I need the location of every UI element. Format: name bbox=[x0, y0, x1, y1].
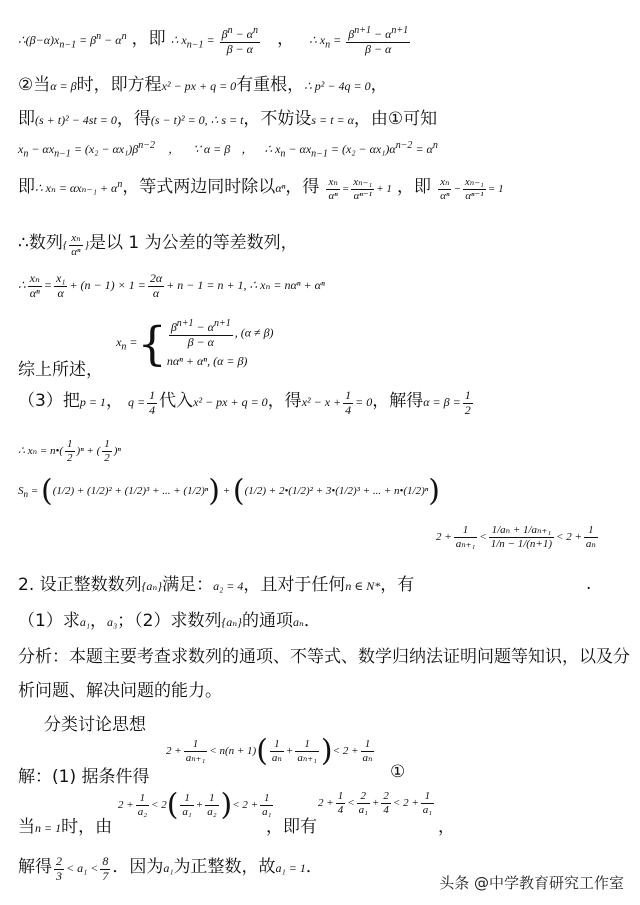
line-12-formula bbox=[436, 524, 600, 550]
math-expr: n ∈ N* bbox=[345, 579, 381, 593]
math-expr: ∴ $x_n - \alpha x_{n-1} = (x_2 - \alpha x_1)\alpha^{n-2} = \alpha^n$ bbox=[264, 140, 438, 160]
line-13-period bbox=[586, 574, 591, 594]
math-expr: p = 1 bbox=[79, 395, 106, 409]
math-expr: 2 + $\frac{1}{4}$ < $\frac{2}{\text{a₁}}$ + $\frac{2}{4}$ < 2 + $\frac{1}{\text{a₁}}$ bbox=[318, 790, 433, 816]
math-expr: a₃ bbox=[107, 615, 118, 629]
line-4 bbox=[18, 138, 438, 159]
text: ，不妨设 bbox=[243, 109, 312, 129]
math-expr: ∴ $x_n = \alpha x_{n-1} + \alpha^n$ bbox=[35, 179, 123, 195]
text: ，即 bbox=[131, 29, 166, 49]
text: 即 bbox=[18, 177, 35, 197]
text: ，等式两边同时除以 bbox=[122, 177, 276, 197]
text: ，由①可知 bbox=[353, 109, 438, 129]
text: ，得 bbox=[267, 391, 302, 411]
text: ，得 bbox=[285, 177, 320, 197]
line-8 bbox=[18, 316, 274, 380]
math-expr: {aₙ} bbox=[141, 579, 163, 593]
math-expr: ∴ $x_n$ = $\frac{\beta^{n+1} - \alpha^{n+1}}{\beta - \alpha}$ bbox=[309, 25, 409, 57]
math-expr: n = 1 bbox=[35, 821, 62, 835]
text: ① bbox=[390, 762, 406, 782]
text: ， bbox=[241, 142, 254, 156]
line-6 bbox=[18, 228, 298, 259]
math-expr: {aₙ} bbox=[221, 615, 242, 629]
math-expr: 2 + $\frac{1}{\text{a₂}}$ < 2( $\frac{1}{\text{a₁}}$ + $\frac{1}{\text{a₂}}$ )< 2 + $\frac{1}{\text{a₁}}$ bbox=[118, 787, 272, 822]
line-19 bbox=[18, 762, 149, 787]
math-expr: $\frac{\text{xₙ}}{\text{αⁿ}}$ − $\frac{\text{xₙ₋₁}}{\text{αⁿ⁻¹}}$ = 1 bbox=[440, 176, 504, 202]
math-expr: s = t = α bbox=[311, 113, 354, 127]
line-3 bbox=[18, 104, 437, 129]
analysis-line-1: 分析：本题主要考查求数列的通项、不等式、数学归纳法证明问题等知识，以及分 bbox=[18, 647, 630, 667]
line-21 bbox=[18, 812, 112, 837]
math-expr: $x_n - \alpha x_{n-1} = (x_2 - \alpha x_1)\beta^{n-2}$ bbox=[18, 140, 156, 160]
math-expr: $\frac{\text{xₙ}}{\text{αⁿ}}$ = $\frac{\text{xₙ₋₁}}{\text{αⁿ⁻¹}}$ + 1 bbox=[328, 176, 392, 202]
text: ；（2）求数列 bbox=[117, 611, 222, 631]
math-expr: (s + t)² − 4st = 0 bbox=[35, 113, 117, 127]
math-expr: a₁ = 1 bbox=[275, 861, 306, 875]
math-expr: α = β bbox=[50, 79, 77, 93]
text: 2. 设正整数数列 bbox=[18, 575, 142, 595]
text: ，得 bbox=[116, 109, 151, 129]
analysis-line-2: 析问题、解决问题的能力。 bbox=[18, 681, 222, 701]
text: ， bbox=[168, 142, 181, 156]
text: ，即 bbox=[397, 177, 432, 197]
math-expr: aₙ bbox=[292, 615, 304, 629]
line-20-formula-a bbox=[118, 787, 275, 822]
line-5 bbox=[18, 172, 504, 203]
math-expr: α = β = $\frac{1}{2}$ bbox=[423, 387, 471, 417]
text: ， bbox=[90, 611, 107, 631]
text: ，有 bbox=[380, 575, 415, 595]
text: 满足： bbox=[162, 575, 214, 595]
math-expr: a₂ = 4 bbox=[213, 579, 244, 593]
line-21-mid bbox=[266, 812, 317, 837]
text: 的通项 bbox=[241, 611, 293, 631]
text: ， bbox=[105, 391, 123, 411]
circled-one bbox=[390, 762, 405, 782]
text: 当 bbox=[18, 817, 35, 837]
math-expr: x² − px + q = 0 bbox=[193, 395, 268, 409]
math-expr: { $\frac{\text{xₙ}}{\text{αⁿ}}$ } bbox=[62, 232, 89, 258]
text: . bbox=[586, 574, 592, 594]
line-21-end bbox=[438, 812, 455, 837]
math-expr: $\frac{2}{3}$ < a₁ < $\frac{8}{7}$ bbox=[56, 853, 109, 883]
line-22 bbox=[18, 852, 323, 884]
line-20-formula-b bbox=[318, 790, 436, 816]
line-11 bbox=[18, 473, 440, 508]
math-expr: ∵ α = β bbox=[193, 142, 231, 156]
text: ， bbox=[370, 75, 388, 95]
math-expr: a₁ bbox=[79, 615, 90, 629]
text: 解：(1) 据条件得 bbox=[18, 767, 150, 787]
watermark: 头条 @中学教育研究工作室 bbox=[439, 874, 624, 892]
math-expr: ∴ xₙ = n•( $\frac{1}{2}$ )ⁿ + ( $\frac{1}{2}$ )ⁿ bbox=[18, 438, 121, 464]
text: ∴数列 bbox=[18, 233, 63, 253]
math-expr: q = $\frac{1}{4}$ bbox=[128, 387, 156, 417]
line-10 bbox=[18, 438, 121, 464]
math-expr: 2 + $\frac{1}{\text{aₙ₊₁}}$ < $\frac{\text{1/aₙ + 1/aₙ₊₁}}{1/n - 1/(n+1)}$ < 2 + $\frac{1}{\text{aₙ}}$ bbox=[436, 524, 596, 550]
math-expr: $S_n = ((1/2) + (1/2)^2 + (1/2)^3$ + ... + (1/2)ⁿ) + ((1/2) + 2•(1/2)² + 3•(1/2)³ + ... + n•(1/2)ⁿ) bbox=[18, 473, 440, 508]
line-1 bbox=[18, 24, 412, 57]
math-expr: x² − x + $\frac{1}{4}$ = 0 bbox=[301, 387, 373, 417]
text: ， bbox=[438, 817, 455, 837]
text: （1）求 bbox=[18, 611, 80, 631]
line-9 bbox=[18, 386, 475, 418]
math-expr: 2 + $\frac{1}{\text{aₙ₊₁}}$ < n(n + 1)( $\frac{1}{\text{aₙ}}$ + $\frac{1}{\text{aₙ₊₁}}$ )< 2 + $\frac{1}{\text{aₙ}}$ bbox=[166, 733, 373, 768]
text: ． bbox=[305, 857, 323, 877]
text: ． bbox=[303, 611, 321, 631]
line-13 bbox=[18, 570, 414, 595]
math-expr: ∴ $x_{n-1}$ = $\frac{\beta^n - \alpha^n}{\beta - \alpha}$ bbox=[170, 25, 258, 57]
math-expr: $\therefore(\beta-\alpha)x_{n-1} = \beta^n - \alpha^n$ bbox=[18, 31, 127, 51]
math-expr: ∴ p² − 4q = 0 bbox=[304, 79, 371, 93]
text: 时，由 bbox=[61, 817, 113, 837]
text: 有重根， bbox=[236, 75, 305, 95]
line-18-formula bbox=[166, 733, 376, 768]
section-heading: 分类讨论思想 bbox=[44, 715, 146, 735]
text: 即 bbox=[18, 109, 35, 129]
text: 代入 bbox=[159, 391, 194, 411]
text: ．因为 bbox=[112, 857, 164, 877]
math-expr: x² − px + q = 0 bbox=[161, 79, 237, 93]
line-2 bbox=[18, 70, 388, 95]
math-expr: a₁ bbox=[163, 861, 174, 875]
math-expr: ∴ $\frac{\text{xₙ}}{\text{αⁿ}}$ = $\frac{\text{x₁}}{\alpha}$ + (n − 1) × 1 = $\frac{2\alpha}{\alpha}$ + n − 1 = n + 1, ∴ xₙ = nαⁿ + αⁿ bbox=[18, 271, 325, 300]
text: ②当 bbox=[18, 75, 51, 95]
text: ，即有 bbox=[266, 817, 317, 837]
line-7 bbox=[18, 272, 325, 301]
text: ，解得 bbox=[372, 391, 424, 411]
text: ， bbox=[277, 29, 295, 49]
text: 时，即方程 bbox=[76, 75, 162, 95]
text: 是以 1 为公差的等差数列， bbox=[88, 233, 298, 253]
text: （3）把 bbox=[18, 391, 80, 411]
line-14 bbox=[18, 606, 321, 631]
piecewise-expr: $x_n$ ={ $\frac{\beta^{n+1} - \alpha^{n+1}}{\beta - \alpha}$ , (α ≠ β) nαⁿ + αⁿ, (α = β) bbox=[116, 316, 274, 371]
math-expr: (s − t)² = 0, ∴ s = t bbox=[150, 113, 244, 127]
math-expr: αⁿ bbox=[275, 181, 286, 195]
text: 为正整数，故 bbox=[173, 857, 276, 877]
text: 综上所述， bbox=[18, 359, 103, 380]
text: ，且对于任何 bbox=[243, 575, 346, 595]
text: 解得 bbox=[18, 857, 52, 877]
